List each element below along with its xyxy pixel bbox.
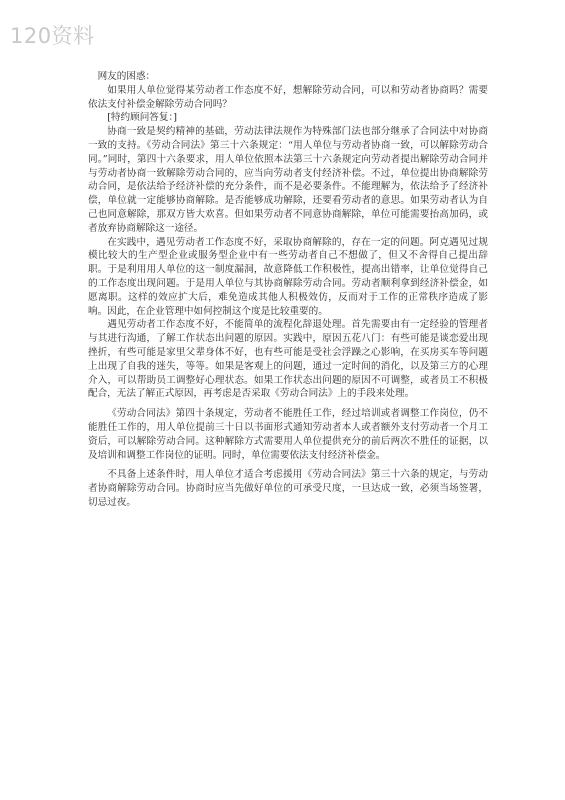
question-label: 网友的困惑： xyxy=(97,71,156,82)
paragraph-2: 在实践中，遇见劳动者工作态度不好，采取协商解除的，存在一定的问题。阿克遇见过规模比较大的生产型企业或服务型企业中有一些劳动者自己不想做了，但又不舍得自己提出辞职。于是利用用人单位的这一制度漏洞，故意降低工作积极性，提高出错率，让单位觉得自己的工作态度出现问题。于是用人单位与其协商解除劳动合同。劳动者顺利拿到经济补偿金，如愿离职。这样的效应扩大后，难免造成其他人积极效仿，反而对于工作的正常秩序造成了影响。因此，在企业管理中如何控制这个度是比较重要的。 xyxy=(88,236,488,317)
paragraph-1: 协商一致是契约精神的基础，劳动法律法规作为特殊部门法也部分继承了合同法中对协商一致的支持。《劳动合同法》第三十六条规定：“用人单位与劳动者协商一致，可以解除劳动合同。”同时，第四十六条要求，用人单位依照本法第三十六条规定向劳动者提出解除劳动合同并与劳动者协商一致解除劳动合同的，应当向劳动者支付经济补偿。不过，单位提出协商解除劳动合同，是依法给予经济补偿的充分条件，而不是必要条件。不能理解为，依法给予了经济补偿，单位就一定能够协商解除。是否能够成功解除，还要看劳动者的意思。如果劳动者认为自己也同意解除，那双方皆大欢喜。但如果劳动者不同意协商解除，单位可能需要抬高加码，或者放弃协商解除这一途径。 xyxy=(88,126,488,234)
answer-label: [特约顾问答复：] xyxy=(107,112,178,124)
question-text: 如果用人单位觉得某劳动者工作态度不好，想解除劳动合同，可以和劳动者协商吗？需要依法支付补偿金解除劳动合同吗？ xyxy=(88,84,488,110)
paragraph-5: 不具备上述条件时，用人单位才适合考虑援用《劳动合同法》第三十六条的规定，与劳动者协商解除劳动合同。协商时应当先做好单位的可承受尺度，一旦达成一致，必须当场签署，切忌过夜。 xyxy=(88,469,488,508)
paragraph-3: 遇见劳动者工作态度不好，不能简单的流程化辞退处理。首先需要由有一定经验的管理者与其进行沟通，了解工作状态出问题的原因。实践中，原因五花八门：有些可能是谈恋爱出现挫折，有些可能是家里父辈身体不好，也有些可能是受社会浮躁之心影响，在买房买车等问题上出现了自我的迷失，等等。如果是客观上的问题，通过一定时间的消化，以及第三方的心理介入，可以帮助员工调整好心理状态。如果工作状态出问题的原因不可调整，或者员工不积极配合，无法了解正式原因，再考虑是否采取《劳动合同法》上的手段来处理。 xyxy=(88,319,488,400)
paragraph-4: 《劳动合同法》第四十条规定，劳动者不能胜任工作，经过培训或者调整工作岗位，仍不能胜任工作的，用人单位提前三十日以书面形式通知劳动者本人或者额外支付劳动者一个月工资后，可以解除劳动合同。这种解除方式需要用人单位提供充分的前后两次不胜任的证据，以及培训和调整工作岗位的证明。同时，单位需要依法支付经济补偿金。 xyxy=(88,408,488,461)
watermark-logo: 120资料 xyxy=(10,24,95,48)
document-body xyxy=(88,70,488,510)
